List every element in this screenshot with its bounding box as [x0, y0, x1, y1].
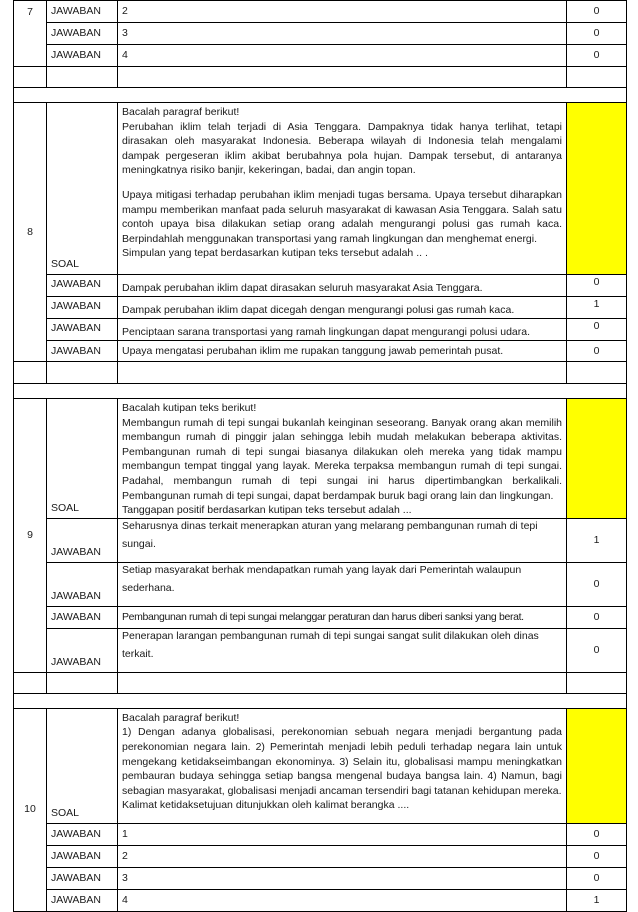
spacer-cell [14, 67, 47, 88]
spacer-cell [567, 672, 627, 693]
answer-score: 0 [567, 823, 627, 845]
answer-key-table [13, 0, 627, 912]
score-highlight-cell [567, 399, 627, 519]
answer-score: 0 [567, 562, 627, 606]
answer-line: Seharusnya dinas terkait menerapkan aturan yang melarang pembangunan rumah di tepi [122, 519, 538, 532]
answer-score: 0 [567, 45, 627, 67]
separator-cell [14, 88, 627, 103]
answer-label: JAWABAN [47, 606, 118, 628]
separator-cell [14, 693, 627, 708]
answer-label: JAWABAN [47, 518, 118, 562]
answer-score: 0 [567, 319, 627, 341]
answer-label: JAWABAN [47, 23, 118, 45]
spacer-cell [567, 67, 627, 88]
answer-text: Dampak perubahan iklim dapat dirasakan seluruh masyarakat Asia Tenggara. [118, 275, 567, 297]
question-number: 10 [14, 708, 47, 911]
answer-text [118, 628, 567, 672]
answer-score: 0 [567, 275, 627, 297]
answer-text: 4 [118, 45, 567, 67]
answer-score: 0 [567, 606, 627, 628]
answer-label: JAWABAN [47, 319, 118, 341]
question-number: 7 [14, 1, 47, 67]
answer-text [118, 518, 567, 562]
question-label: SOAL [47, 708, 118, 823]
spacer-cell [118, 67, 567, 88]
question-text [118, 399, 567, 519]
question-prompt: Kalimat ketidaksetujuan ditunjukkan oleh kalimat berangka .... [122, 799, 410, 812]
answer-line: sungai. [122, 538, 156, 551]
answer-label: JAWABAN [47, 1, 118, 23]
answer-score: 0 [567, 628, 627, 672]
answer-text: Pembangunan rumah di tepi sungai melanggar peraturan dan harus diberi sanksi yang berat. [118, 606, 567, 628]
question-paragraph: 1) Dengan adanya globalisasi, perekonomian sebuah negara menjadi bergantung pada perekonomian negara lain. 2) Pemerintah menjadi lebih peduli terhadap negara lain untuk mengekang ketidakseimbangan ekonominya. 3) Selain itu, globalisasi mampu meningkatkan pembauran budaya sehingga setiap bangsa mengenal budaya bangsa lain. 4) Namun, bagi sebagian masyarakat, globalisasi menjadi ancaman tersendiri bagi tatanan kehidupan mereka. [122, 726, 562, 797]
answer-line: sederhana. [122, 582, 175, 595]
answer-line: Setiap masyarakat berhak mendapatkan rumah yang layak dari Pemerintah walaupun [122, 563, 522, 576]
answer-label: JAWABAN [47, 562, 118, 606]
answer-text: 2 [118, 1, 567, 23]
answer-score: 0 [567, 23, 627, 45]
answer-score: 1 [567, 889, 627, 911]
answer-text: Upaya mengatasi perubahan iklim me rupakan tanggung jawab pemerintah pusat. [118, 341, 567, 362]
answer-label: JAWABAN [47, 823, 118, 845]
answer-score: 0 [567, 867, 627, 889]
question-prompt: Simpulan yang tepat berdasarkan kutipan teks tersebut adalah .. . [122, 247, 428, 260]
separator-cell [14, 384, 627, 399]
question-text [118, 708, 567, 823]
question-text [118, 103, 567, 275]
spacer-cell [47, 67, 118, 88]
answer-score: 1 [567, 297, 627, 319]
answer-text: 1 [118, 823, 567, 845]
answer-label: JAWABAN [47, 889, 118, 911]
question-number: 8 [14, 103, 47, 362]
spacer-cell [14, 362, 47, 384]
spacer-cell [118, 672, 567, 693]
question-paragraph: Perubahan iklim telah terjadi di Asia Tenggara. Dampaknya tidak hanya terlihat, tetapi dirasakan oleh masyarakat Indonesia. Beberapa wilayah di Indonesia telah mengalami dampak pergeseran iklim akibat berubahnya pola hujan. Dampak tersebut, di antaranya meningkatnya risiko banjir, kekeringan, badai, dan angin topan. [122, 120, 562, 177]
question-intro: Bacalah paragraf berikut! [122, 711, 240, 724]
answer-text: 3 [118, 23, 567, 45]
spacer-cell [118, 362, 567, 384]
question-label: SOAL [47, 399, 118, 519]
spacer-cell [14, 672, 47, 693]
answer-score: 0 [567, 1, 627, 23]
answer-text: 4 [118, 889, 567, 911]
question-intro: Bacalah kutipan teks berikut! [122, 402, 257, 414]
answer-label: JAWABAN [47, 45, 118, 67]
answer-text: 3 [118, 867, 567, 889]
score-highlight-cell [567, 708, 627, 823]
answer-label: JAWABAN [47, 341, 118, 362]
answer-line: Penerapan larangan pembangunan rumah di tepi sungai sangat sulit dilakukan oleh dinas [122, 629, 539, 642]
answer-score: 0 [567, 341, 627, 362]
question-intro: Bacalah paragraf berikut! [122, 106, 240, 118]
answer-score: 0 [567, 845, 627, 867]
answer-text [118, 562, 567, 606]
question-prompt: Tanggapan positif berdasarkan kutipan teks tersebut adalah ... [122, 504, 412, 517]
question-number: 9 [14, 399, 47, 673]
answer-text: Penciptaan sarana transportasi yang ramah lingkungan dapat mengurangi polusi udara. [118, 319, 567, 341]
answer-label: JAWABAN [47, 867, 118, 889]
answer-score: 1 [567, 518, 627, 562]
spacer-cell [47, 362, 118, 384]
question-label: SOAL [47, 103, 118, 275]
answer-label: JAWABAN [47, 275, 118, 297]
answer-label: JAWABAN [47, 845, 118, 867]
question-paragraph: Membangun rumah di tepi sungai bukanlah keinginan seseorang. Banyak orang akan memilih membangun rumah di pinggir jalan sehingga lebih mudah melakukan beberapa aktivitas. Pembangunan rumah di tepi sungai biasanya dilakukan oleh mereka yang tidak mampu membangun tempat tinggal yang layak. Mereka terpaksa membangun rumah di tepi sungai. Padahal, membangun rumah di tepi sungai ini harus dipertimbangkan berkalikali. Pembangunan rumah di tepi sungai, dapat berdampak buruk bagi orang lain dan lingkungan. [122, 416, 562, 502]
answer-label: JAWABAN [47, 297, 118, 319]
spacer-cell [47, 672, 118, 693]
question-paragraph: Upaya mitigasi terhadap perubahan iklim menjadi tugas bersama. Upaya tersebut diharapkan mampu memberikan manfaat pada seluruh masyarakat di kawasan Asia Tenggara. Salah satu contoh upaya bisa dilakukan setiap orang adalah mengurangi polusi gas rumah kaca. Berpindahlah menggunakan transportasi yang ramah lingkungan dan menghemat energi. [122, 188, 562, 245]
spacer-cell [567, 362, 627, 384]
answer-label: JAWABAN [47, 628, 118, 672]
score-highlight-cell [567, 103, 627, 275]
answer-text: Dampak perubahan iklim dapat dicegah dengan mengurangi polusi gas rumah kaca. [118, 297, 567, 319]
answer-text: 2 [118, 845, 567, 867]
answer-line: terkait. [122, 648, 154, 661]
